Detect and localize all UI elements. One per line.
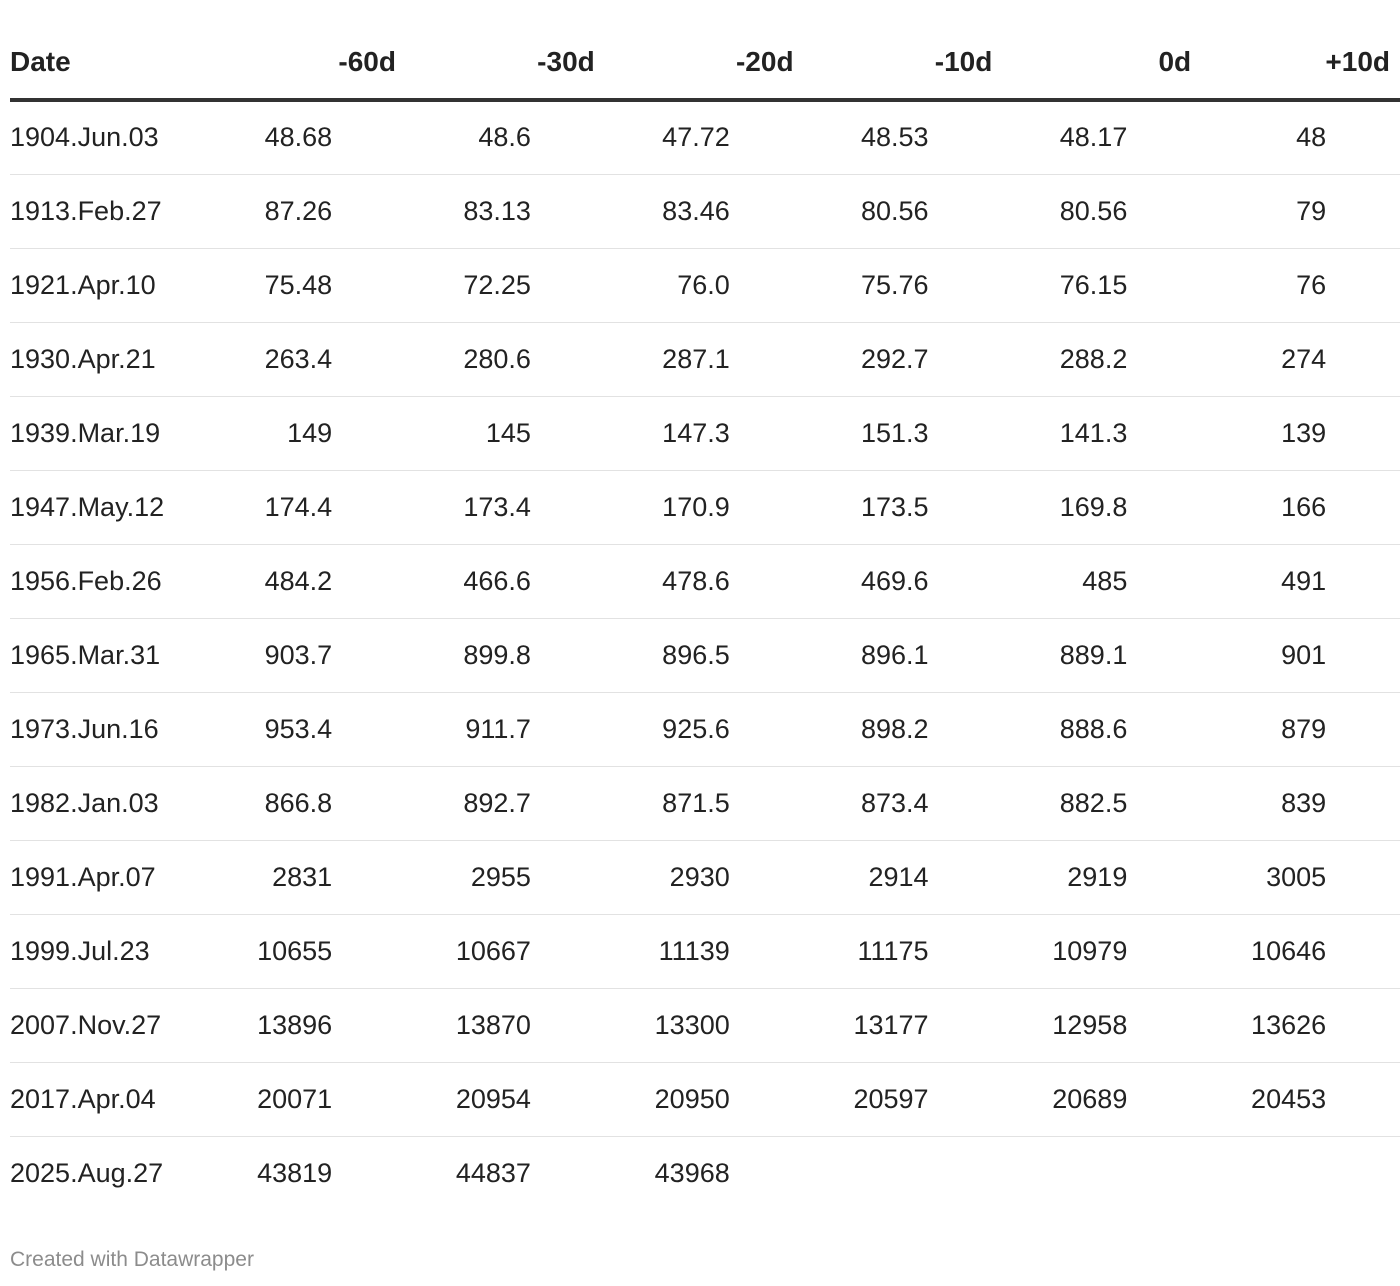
table-cell <box>804 766 1003 840</box>
table-cell <box>406 1062 605 1136</box>
table-cell <box>605 174 804 248</box>
data-table <box>10 0 1400 1210</box>
table-cell <box>1002 174 1201 248</box>
table-cell <box>804 544 1003 618</box>
cell-value: 76 <box>1296 269 1327 300</box>
table-row <box>10 692 1400 766</box>
cell-value: 903.7 <box>264 639 333 670</box>
data-table-container <box>10 0 1390 1215</box>
column-header: -10d <box>804 0 1003 100</box>
cell-value: 478.6 <box>662 565 730 596</box>
table-cell <box>406 322 605 396</box>
cell-value: 79 <box>1296 195 1327 226</box>
table-cell <box>207 322 406 396</box>
table-cell <box>1002 322 1201 396</box>
table-cell <box>804 988 1003 1062</box>
table-cell <box>1002 1136 1201 1210</box>
cell-value: 2930 <box>669 861 730 892</box>
table-cell <box>605 692 804 766</box>
row-date-cell: 1982.Jan.03 <box>10 766 207 840</box>
table-cell <box>1201 322 1400 396</box>
table-body <box>10 100 1400 1210</box>
cell-value: 871.5 <box>662 787 730 818</box>
cell-value: 48 <box>1296 122 1327 153</box>
cell-value: 13300 <box>654 1009 730 1040</box>
cell-value: 13177 <box>853 1009 929 1040</box>
table-cell <box>804 914 1003 988</box>
table-cell <box>207 544 406 618</box>
row-date-cell: 1947.May.12 <box>10 470 207 544</box>
table-cell <box>804 396 1003 470</box>
table-row <box>10 470 1400 544</box>
cell-value: 48.68 <box>264 122 333 153</box>
table-cell <box>605 396 804 470</box>
cell-value: 2955 <box>470 861 531 892</box>
table-cell <box>1201 914 1400 988</box>
row-date-cell: 2017.Apr.04 <box>10 1062 207 1136</box>
table-cell <box>406 988 605 1062</box>
row-date-cell: 1973.Jun.16 <box>10 692 207 766</box>
table-cell <box>406 100 605 174</box>
table-cell <box>207 470 406 544</box>
table-row <box>10 988 1400 1062</box>
table-cell <box>406 692 605 766</box>
cell-value: 292.7 <box>860 343 929 374</box>
table-cell <box>605 544 804 618</box>
table-row <box>10 396 1400 470</box>
cell-value: 13626 <box>1251 1009 1327 1040</box>
cell-value: 43819 <box>257 1157 333 1188</box>
cell-value: 879 <box>1281 713 1327 744</box>
table-cell <box>207 988 406 1062</box>
cell-value: 888.6 <box>1059 713 1128 744</box>
row-date-cell: 1930.Apr.21 <box>10 322 207 396</box>
cell-value: 149 <box>287 417 333 448</box>
table-cell <box>1201 248 1400 322</box>
table-row <box>10 100 1400 174</box>
table-cell <box>207 840 406 914</box>
table-cell <box>406 766 605 840</box>
cell-value: 866.8 <box>264 787 333 818</box>
table-cell <box>1201 840 1400 914</box>
table-cell <box>804 840 1003 914</box>
cell-value: 485 <box>1082 565 1128 596</box>
table-cell <box>1201 470 1400 544</box>
cell-value: 20453 <box>1251 1083 1327 1114</box>
cell-value: 10979 <box>1052 935 1128 966</box>
cell-value: 925.6 <box>662 713 730 744</box>
cell-value: 953.4 <box>264 713 333 744</box>
column-header-date: Date <box>10 0 207 100</box>
cell-value: 484.2 <box>264 565 333 596</box>
table-cell <box>804 618 1003 692</box>
table-cell <box>804 1136 1003 1210</box>
table-cell <box>1002 1062 1201 1136</box>
table-cell <box>605 766 804 840</box>
cell-value: 44837 <box>455 1157 531 1188</box>
table-cell <box>804 100 1003 174</box>
table-cell <box>1201 692 1400 766</box>
cell-value: 11139 <box>658 935 730 966</box>
cell-value: 75.48 <box>264 269 333 300</box>
cell-value: 170.9 <box>662 491 730 522</box>
table-cell <box>1201 544 1400 618</box>
cell-value: 48.17 <box>1059 122 1128 153</box>
cell-value: 20950 <box>654 1083 730 1114</box>
cell-value: 20597 <box>853 1083 929 1114</box>
cell-value: 13896 <box>257 1009 333 1040</box>
table-cell <box>406 396 605 470</box>
table-row <box>10 174 1400 248</box>
table-cell <box>406 544 605 618</box>
table-cell <box>1201 1136 1400 1210</box>
column-header: -20d <box>605 0 804 100</box>
cell-value: 76.15 <box>1059 269 1128 300</box>
column-header: -60d <box>207 0 406 100</box>
cell-value: 48.6 <box>478 122 531 153</box>
table-cell <box>605 1136 804 1210</box>
cell-value: 166 <box>1281 491 1327 522</box>
table-cell <box>406 618 605 692</box>
cell-value: 899.8 <box>463 639 531 670</box>
cell-value: 839 <box>1281 787 1327 818</box>
cell-value: 10667 <box>455 935 531 966</box>
row-date-cell: 1913.Feb.27 <box>10 174 207 248</box>
table-cell <box>1201 988 1400 1062</box>
cell-value: 20954 <box>455 1083 531 1114</box>
cell-value: 10655 <box>257 935 333 966</box>
table-cell <box>804 692 1003 766</box>
cell-value: 911.7 <box>465 713 531 744</box>
table-row <box>10 914 1400 988</box>
table-cell <box>207 766 406 840</box>
table-cell <box>1201 174 1400 248</box>
table-row <box>10 248 1400 322</box>
table-cell <box>1002 840 1201 914</box>
cell-value: 72.25 <box>463 269 531 300</box>
cell-value: 83.13 <box>463 195 531 226</box>
cell-value: 43968 <box>654 1157 730 1188</box>
cell-value: 151.3 <box>860 417 929 448</box>
table-cell <box>1201 618 1400 692</box>
table-cell <box>1002 766 1201 840</box>
table-cell <box>406 914 605 988</box>
row-date-cell: 1965.Mar.31 <box>10 618 207 692</box>
cell-value: 491 <box>1281 565 1327 596</box>
cell-value: 263.4 <box>264 343 333 374</box>
table-cell <box>605 840 804 914</box>
table-cell <box>605 914 804 988</box>
table-cell <box>1002 618 1201 692</box>
table-cell <box>605 1062 804 1136</box>
cell-value: 141.3 <box>1059 417 1128 448</box>
cell-value: 274 <box>1281 343 1327 374</box>
row-date-cell: 1991.Apr.07 <box>10 840 207 914</box>
table-cell <box>804 248 1003 322</box>
cell-value: 11175 <box>857 935 929 966</box>
row-date-cell: 2007.Nov.27 <box>10 988 207 1062</box>
table-cell <box>207 396 406 470</box>
table-cell <box>804 322 1003 396</box>
table-cell <box>605 248 804 322</box>
table-row <box>10 766 1400 840</box>
table-row <box>10 840 1400 914</box>
table-row <box>10 618 1400 692</box>
table-cell <box>1201 766 1400 840</box>
table-cell <box>406 174 605 248</box>
table-cell <box>207 1136 406 1210</box>
table-cell <box>1002 396 1201 470</box>
cell-value: 896.5 <box>662 639 730 670</box>
cell-value: 288.2 <box>1059 343 1128 374</box>
table-cell <box>1201 1062 1400 1136</box>
cell-value: 147.3 <box>662 417 730 448</box>
table-cell <box>605 100 804 174</box>
cell-value: 892.7 <box>463 787 531 818</box>
cell-value: 174.4 <box>264 491 333 522</box>
cell-value: 901 <box>1281 639 1327 670</box>
cell-value: 896.1 <box>860 639 929 670</box>
table-cell <box>406 248 605 322</box>
row-date-cell: 1921.Apr.10 <box>10 248 207 322</box>
cell-value: 20689 <box>1052 1083 1128 1114</box>
column-header: -30d <box>406 0 605 100</box>
table-row <box>10 1062 1400 1136</box>
table-cell <box>605 470 804 544</box>
table-cell <box>1002 914 1201 988</box>
cell-value: 87.26 <box>264 195 333 226</box>
cell-value: 466.6 <box>463 565 531 596</box>
table-cell <box>804 1062 1003 1136</box>
cell-value: 173.5 <box>860 491 929 522</box>
table-cell <box>1002 248 1201 322</box>
table-cell <box>804 470 1003 544</box>
table-cell <box>406 1136 605 1210</box>
row-date-cell: 1939.Mar.19 <box>10 396 207 470</box>
table-cell <box>1002 988 1201 1062</box>
cell-value: 10646 <box>1251 935 1327 966</box>
cell-value: 48.53 <box>860 122 929 153</box>
table-cell <box>207 100 406 174</box>
table-header-row <box>10 0 1400 100</box>
cell-value: 2914 <box>868 861 929 892</box>
table-row <box>10 1136 1400 1210</box>
cell-value: 280.6 <box>463 343 531 374</box>
row-date-cell: 1956.Feb.26 <box>10 544 207 618</box>
table-cell <box>406 840 605 914</box>
cell-value: 173.4 <box>463 491 531 522</box>
cell-value: 20071 <box>257 1083 333 1114</box>
table-cell <box>207 692 406 766</box>
table-cell <box>207 618 406 692</box>
column-header: +10d <box>1201 0 1400 100</box>
cell-value: 469.6 <box>860 565 929 596</box>
table-cell <box>207 248 406 322</box>
cell-value: 47.72 <box>662 122 730 153</box>
table-cell <box>605 988 804 1062</box>
cell-value: 169.8 <box>1059 491 1128 522</box>
row-date-cell: 1904.Jun.03 <box>10 100 207 174</box>
cell-value: 882.5 <box>1059 787 1128 818</box>
cell-value: 3005 <box>1266 861 1327 892</box>
table-cell <box>1201 100 1400 174</box>
table-cell <box>804 174 1003 248</box>
table-row <box>10 544 1400 618</box>
cell-value: 873.4 <box>860 787 929 818</box>
cell-value: 2831 <box>272 861 333 892</box>
cell-value: 80.56 <box>1059 195 1128 226</box>
cell-value: 75.76 <box>860 269 929 300</box>
table-cell <box>1201 396 1400 470</box>
row-date-cell: 1999.Jul.23 <box>10 914 207 988</box>
table-cell <box>605 618 804 692</box>
table-cell <box>1002 100 1201 174</box>
table-cell <box>605 322 804 396</box>
footer-credit: Created with Datawrapper <box>10 1248 254 1271</box>
table-cell <box>1002 544 1201 618</box>
cell-value: 76.0 <box>677 269 730 300</box>
cell-value: 145 <box>485 417 531 448</box>
cell-value: 287.1 <box>662 343 730 374</box>
cell-value: 83.46 <box>662 195 730 226</box>
cell-value: 898.2 <box>860 713 929 744</box>
cell-value: 889.1 <box>1059 639 1128 670</box>
table-row <box>10 322 1400 396</box>
table-cell <box>406 470 605 544</box>
table-cell <box>207 1062 406 1136</box>
column-header: 0d <box>1002 0 1201 100</box>
cell-value: 139 <box>1281 417 1327 448</box>
table-cell <box>207 914 406 988</box>
row-date-cell: 2025.Aug.27 <box>10 1157 164 1188</box>
cell-value: 12958 <box>1052 1009 1128 1040</box>
table-cell <box>207 174 406 248</box>
table-cell <box>1002 692 1201 766</box>
cell-value: 80.56 <box>860 195 929 226</box>
table-cell <box>1002 470 1201 544</box>
cell-value: 13870 <box>455 1009 531 1040</box>
cell-value: 2919 <box>1067 861 1128 892</box>
